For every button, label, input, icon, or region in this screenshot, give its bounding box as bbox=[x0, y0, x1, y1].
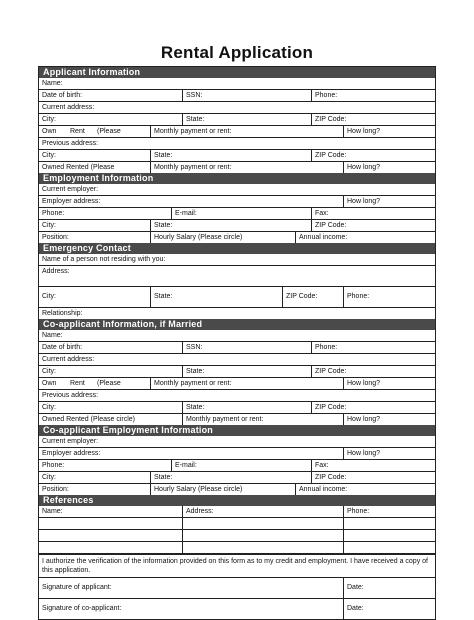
reference-row bbox=[39, 517, 435, 529]
zip-field[interactable]: ZIP Code: bbox=[311, 220, 437, 231]
authorization-row bbox=[39, 553, 435, 577]
form-row bbox=[39, 89, 435, 101]
city-field[interactable]: City: bbox=[42, 222, 56, 229]
how-long-field[interactable]: How long? bbox=[343, 378, 437, 389]
coapplicant-date-field[interactable]: Date: bbox=[343, 599, 437, 619]
annual-income-field[interactable]: Annual income: bbox=[295, 484, 437, 495]
form-row bbox=[39, 125, 435, 137]
city-field[interactable]: City: bbox=[42, 116, 56, 123]
form-row bbox=[39, 286, 435, 307]
application-form bbox=[38, 66, 436, 620]
employer-address-field[interactable]: Employer address: bbox=[42, 198, 101, 205]
form-row bbox=[39, 101, 435, 113]
how-long-field[interactable]: How long? bbox=[343, 196, 437, 207]
dob-field[interactable]: Date of birth: bbox=[42, 92, 83, 99]
coapplicant-signature-field[interactable]: Signature of co-applicant: bbox=[42, 605, 122, 612]
zip-field[interactable]: ZIP Code: bbox=[311, 114, 437, 125]
reference-phone-field[interactable] bbox=[343, 518, 437, 529]
reference-phone-field[interactable] bbox=[343, 542, 437, 553]
zip-field[interactable]: ZIP Code: bbox=[282, 287, 343, 307]
form-row bbox=[39, 436, 435, 447]
zip-field[interactable]: ZIP Code: bbox=[311, 366, 437, 377]
emergency-address-field[interactable]: Address: bbox=[42, 268, 70, 275]
form-row bbox=[39, 459, 435, 471]
phone-field[interactable]: Phone: bbox=[311, 90, 437, 101]
phone-field[interactable]: Phone: bbox=[42, 210, 65, 217]
previous-address-field[interactable]: Previous address: bbox=[42, 140, 99, 147]
phone-field[interactable]: Phone: bbox=[311, 342, 437, 353]
reference-address-label: Address: bbox=[182, 506, 343, 517]
please-circle-label: (Please bbox=[97, 128, 121, 135]
emergency-name-field[interactable]: Name of a person not residing with you: bbox=[42, 256, 166, 263]
form-row bbox=[39, 161, 435, 173]
applicant-date-field[interactable]: Date: bbox=[343, 578, 437, 598]
fax-field[interactable]: Fax: bbox=[311, 460, 437, 471]
section-header-applicant: Applicant Information bbox=[39, 67, 435, 78]
how-long-field[interactable]: How long? bbox=[343, 414, 437, 425]
page-title: Rental Application bbox=[160, 43, 314, 62]
rent-option[interactable]: Rent bbox=[70, 380, 85, 387]
form-row bbox=[39, 265, 435, 286]
current-employer-field[interactable]: Current employer: bbox=[42, 186, 99, 193]
monthly-payment-field[interactable]: Monthly payment or rent: bbox=[150, 126, 343, 137]
section-header-employment: Employment Information bbox=[39, 173, 435, 184]
current-address-field[interactable]: Current address: bbox=[42, 356, 95, 363]
form-row bbox=[39, 377, 435, 389]
reference-row bbox=[39, 529, 435, 541]
reference-name-field[interactable] bbox=[39, 530, 182, 541]
city-field[interactable]: City: bbox=[42, 293, 56, 300]
reference-phone-field[interactable] bbox=[343, 530, 437, 541]
reference-phone-label: Phone: bbox=[343, 506, 437, 517]
state-field[interactable]: State: bbox=[150, 150, 311, 161]
zip-field[interactable]: ZIP Code: bbox=[311, 472, 437, 483]
owned-rented-option[interactable]: Owned Rented (Please bbox=[42, 164, 115, 171]
form-row bbox=[39, 113, 435, 125]
city-field[interactable]: City: bbox=[42, 368, 56, 375]
signature-row bbox=[39, 598, 435, 619]
fax-field[interactable]: Fax: bbox=[311, 208, 437, 219]
ssn-field[interactable]: SSN: bbox=[182, 342, 311, 353]
position-field[interactable]: Position: bbox=[42, 234, 69, 241]
current-employer-field[interactable]: Current employer: bbox=[42, 438, 99, 445]
current-address-field[interactable]: Current address: bbox=[42, 104, 95, 111]
city-field[interactable]: City: bbox=[42, 152, 56, 159]
form-row bbox=[39, 254, 435, 265]
hourly-salary-option[interactable]: Hourly Salary (Please circle) bbox=[150, 232, 295, 243]
reference-address-field[interactable] bbox=[182, 518, 343, 529]
name-field[interactable]: Name: bbox=[42, 80, 63, 87]
owned-rented-option[interactable]: Owned Rented (Please circle) bbox=[42, 416, 135, 423]
reference-address-field[interactable] bbox=[182, 542, 343, 553]
annual-income-field[interactable]: Annual income: bbox=[295, 232, 437, 243]
form-row bbox=[39, 231, 435, 243]
form-row bbox=[39, 149, 435, 161]
how-long-field[interactable]: How long? bbox=[343, 162, 437, 173]
city-field[interactable]: City: bbox=[42, 474, 56, 481]
form-row bbox=[39, 447, 435, 459]
form-row bbox=[39, 330, 435, 341]
signature-row bbox=[39, 577, 435, 598]
form-row bbox=[39, 219, 435, 231]
authorization-text: I authorize the verification of the information provided on this form as to my credit and employment. I have received a copy of this application. bbox=[42, 558, 428, 574]
monthly-payment-field[interactable]: Monthly payment or rent: bbox=[150, 162, 343, 173]
form-row bbox=[39, 471, 435, 483]
state-field[interactable]: State: bbox=[182, 402, 311, 413]
state-field[interactable]: State: bbox=[182, 366, 311, 377]
form-row bbox=[39, 401, 435, 413]
phone-field[interactable]: Phone: bbox=[42, 462, 65, 469]
ssn-field[interactable]: SSN: bbox=[182, 90, 311, 101]
reference-header-row bbox=[39, 506, 435, 517]
previous-address-field[interactable]: Previous address: bbox=[42, 392, 99, 399]
form-row bbox=[39, 78, 435, 89]
form-row bbox=[39, 307, 435, 319]
form-row bbox=[39, 137, 435, 149]
form-row bbox=[39, 207, 435, 219]
form-row bbox=[39, 195, 435, 207]
section-header-coapplicant: Co-applicant Information, if Married bbox=[39, 319, 435, 330]
zip-field[interactable]: ZIP Code: bbox=[311, 150, 437, 161]
form-row bbox=[39, 353, 435, 365]
please-circle-label: (Please bbox=[97, 380, 121, 387]
city-field[interactable]: City: bbox=[42, 404, 56, 411]
email-field[interactable]: E-mail: bbox=[171, 460, 311, 471]
reference-address-field[interactable] bbox=[182, 530, 343, 541]
section-header-references: References bbox=[39, 495, 435, 506]
hourly-salary-option[interactable]: Hourly Salary (Please circle) bbox=[150, 484, 295, 495]
employer-address-field[interactable]: Employer address: bbox=[42, 450, 101, 457]
position-field[interactable]: Position: bbox=[42, 486, 69, 493]
email-field[interactable]: E-mail: bbox=[171, 208, 311, 219]
section-header-emergency: Emergency Contact bbox=[39, 243, 435, 254]
state-field[interactable]: State: bbox=[182, 114, 311, 125]
how-long-field[interactable]: How long? bbox=[343, 448, 437, 459]
form-row bbox=[39, 341, 435, 353]
form-row bbox=[39, 365, 435, 377]
relationship-field[interactable]: Relationship: bbox=[42, 310, 83, 317]
form-row bbox=[39, 184, 435, 195]
monthly-payment-field[interactable]: Monthly payment or rent: bbox=[150, 378, 343, 389]
form-row bbox=[39, 483, 435, 495]
monthly-payment-field[interactable]: Monthly payment or rent: bbox=[182, 414, 343, 425]
state-field[interactable]: State: bbox=[150, 220, 311, 231]
how-long-field[interactable]: How long? bbox=[343, 126, 437, 137]
phone-field[interactable]: Phone: bbox=[343, 287, 437, 307]
applicant-signature-field[interactable]: Signature of applicant: bbox=[42, 584, 112, 591]
form-row bbox=[39, 389, 435, 401]
form-row bbox=[39, 413, 435, 425]
own-option[interactable]: Own bbox=[42, 380, 57, 387]
reference-name-field[interactable] bbox=[39, 542, 182, 553]
rent-option[interactable]: Rent bbox=[70, 128, 85, 135]
state-field[interactable]: State: bbox=[150, 472, 311, 483]
section-header-coemployment: Co-applicant Employment Information bbox=[39, 425, 435, 436]
reference-name-field[interactable] bbox=[39, 518, 182, 529]
name-field[interactable]: Name: bbox=[42, 332, 63, 339]
state-field[interactable]: State: bbox=[150, 287, 282, 307]
dob-field[interactable]: Date of birth: bbox=[42, 344, 83, 351]
zip-field[interactable]: ZIP Code: bbox=[311, 402, 437, 413]
reference-name-label: Name: bbox=[42, 508, 63, 515]
reference-row bbox=[39, 541, 435, 553]
own-option[interactable]: Own bbox=[42, 128, 57, 135]
